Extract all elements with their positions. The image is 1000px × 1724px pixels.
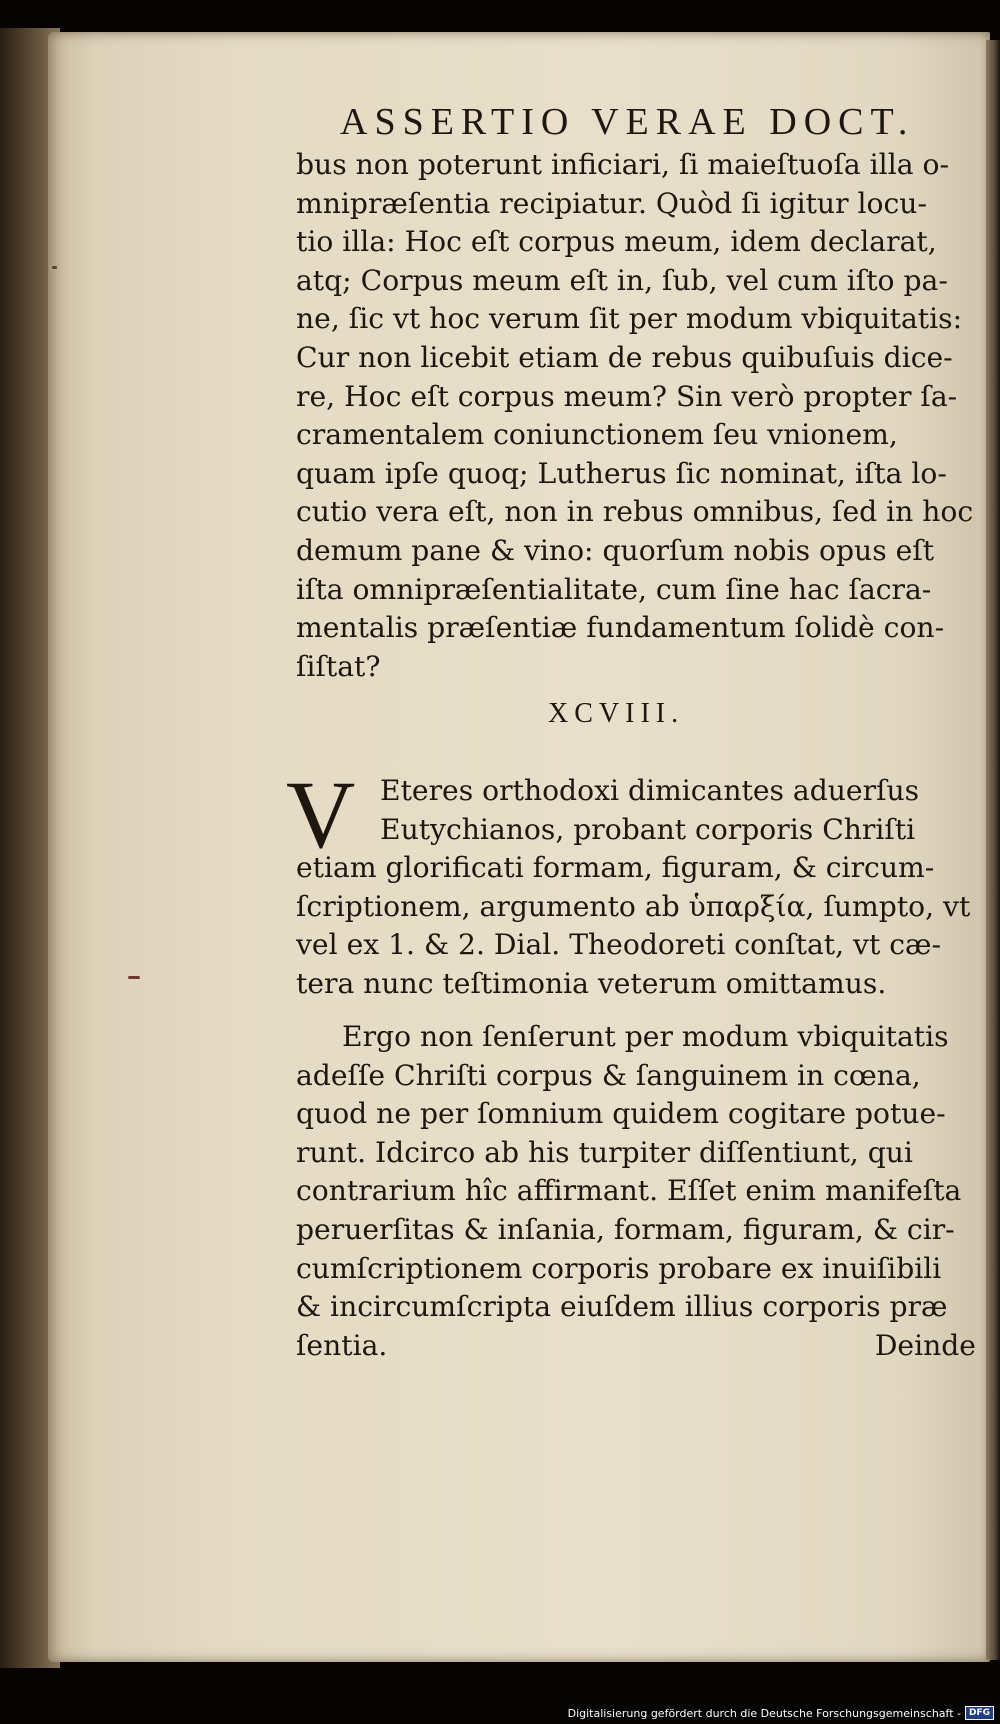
catchword: Deinde [874,1328,976,1362]
text-line: ne, ſic vt hoc verum ſit per modum vbiquitatis: [296,302,963,336]
text-line: tio illa: Hoc eſt corpus meum, idem declarat, [296,225,937,259]
last-line-text: ſentia. [296,1328,388,1362]
dfg-logo-icon: DFG [965,1706,994,1720]
digitization-credit [568,1706,994,1720]
text-line: cutio vera eſt, non in rebus omnibus, ſed in hoc [296,495,974,529]
text-section-xcviii [296,772,980,1004]
text-line: quod ne per ſomnium quidem cogitare potue- [296,1097,946,1131]
text-line: vel ex 1. & 2. Dial. Theodoreti conſtat, vt cæ- [296,928,942,962]
text-line: iſta omnipræſentialitate, cum ſine hac ſacra- [296,572,932,606]
text-line: etiam glorificati formam, figuram, & circum- [296,851,935,885]
credit-text: Digitalisierung gefördert durch die Deutsche Forschungsgemeinschaft - [567,1706,961,1720]
text-line: mentalis præſentiæ fundamentum ſolidè con- [296,611,945,645]
text-line: runt. Idcirco ab his turpiter diſſentiunt, qui [296,1135,913,1169]
text-line: & incircumſcripta eiuſdem illius corporis præ [296,1290,948,1324]
paragraph-lines [296,1018,980,1327]
text-line: Cur non licebit etiam de rebus quibuſuis dice- [296,340,953,374]
text-section-ergo [296,1018,980,1365]
paper-speck [52,266,57,269]
text-line: Ergo non ſenſerunt per modum vbiquitatis [342,1020,949,1053]
text-line: cramentalem coniunctionem ſeu vnionem, [296,418,898,452]
last-line-row [296,1327,980,1366]
text-line: Eutychianos, probant corporis Chriſti [380,812,916,846]
text-line: re, Hoc eſt corpus meum? Sin verò propter ſa- [296,379,958,413]
text-line: quam ipſe quoq; Lutherus ſic nominat, iſta lo- [296,456,947,490]
text-line: Eteres orthodoxi dimicantes aduerſus [380,774,920,807]
text-line: ſiſtat? [296,649,381,683]
text-line: peruerſitas & inſania, formam, figuram, & cir- [296,1212,955,1246]
running-head: ASSERTIO VERAE DOCT. [340,101,915,143]
text-line: bus non poterunt inficiari, ſi maieſtuoſa illa o- [296,148,949,181]
text-line: demum pane & vino: quorſum nobis opus eſt [296,533,935,567]
section-number: XCVIII. [548,698,685,729]
text-line: mnipræſentia recipiatur. Quòd ſi igitur locu- [296,186,927,220]
text-line: contrarium hîc affirmant. Eſſet enim manifeſta [296,1174,962,1208]
text-line: atq; Corpus meum eſt in, ſub, vel cum iſto pa- [296,263,948,297]
paper-speck [128,976,140,979]
text-section-continuation [296,146,980,686]
page-fore-edge [986,40,1000,1660]
text-line: cumſcriptionem corporis probare ex inuiſibili [296,1251,942,1285]
drop-cap-initial: V [286,761,356,868]
text-line: tera nunc teſtimonia veterum omittamus. [296,966,887,1000]
text-line: ſcriptionem, argumento ab ὑπαρξία, ſumpto, vt [296,889,971,923]
text-line: adeſſe Chriſti corpus & ſanguinem in cœna, [296,1058,921,1092]
